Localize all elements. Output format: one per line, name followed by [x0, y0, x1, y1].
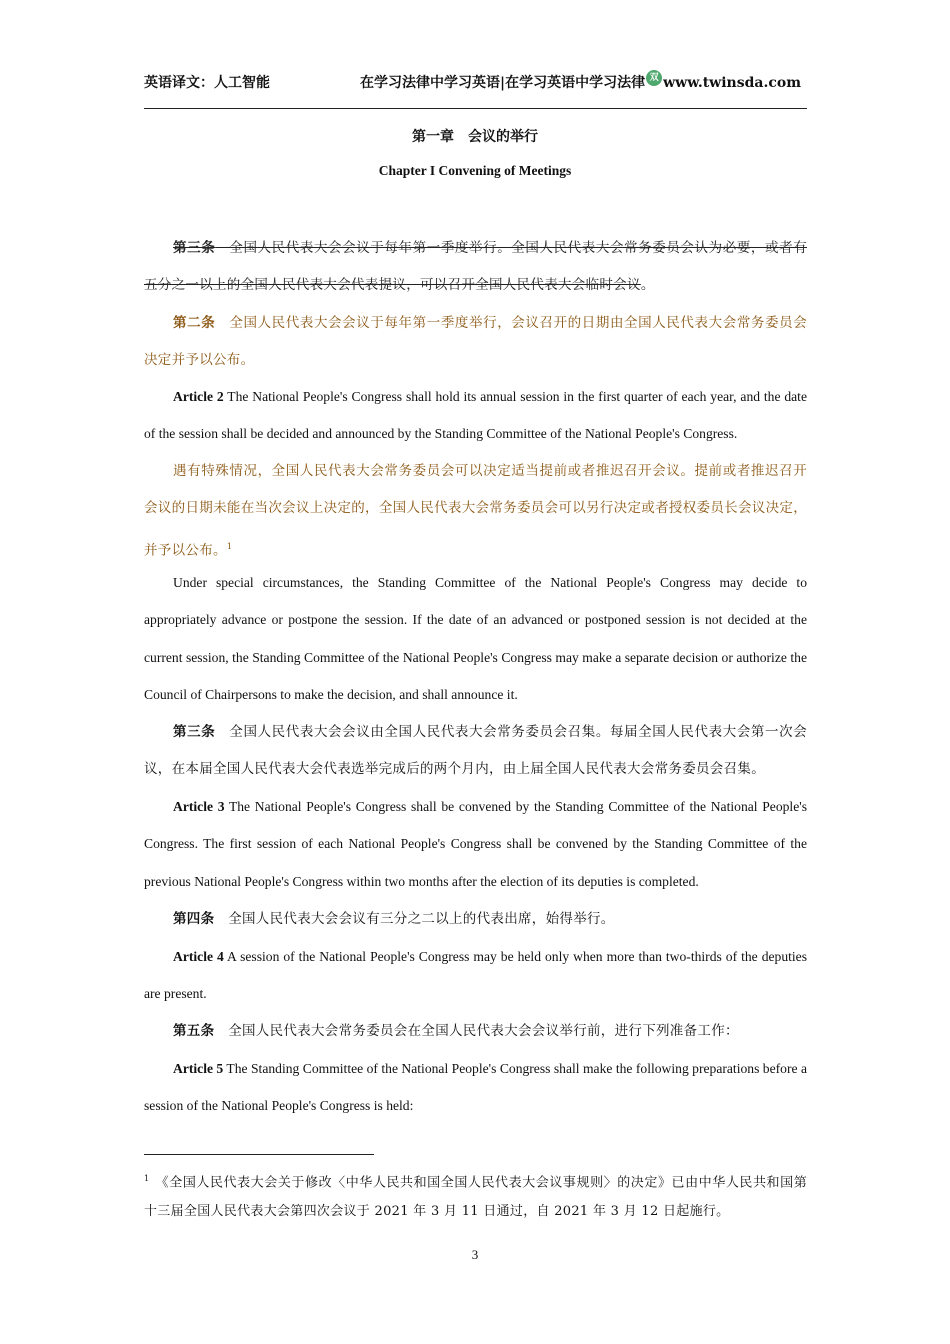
article-4-en-text: A session of the National People's Congress may be held only when more than two-thirds of the deputies are present.: [144, 949, 807, 1002]
chapter-title-en: Chapter I Convening of Meetings: [378, 163, 572, 178]
repealed-article-end: 。: [640, 277, 655, 294]
article-3-zh-text: 全国人民代表大会会议由全国人民代表大会常务委员会召集。每届全国人民代表大会第一次会议，在本届全国人民代表大会代表选举完成后的两个月内，由上届全国人民代表大会常务委员会召集。: [144, 724, 807, 778]
header-divider: [144, 108, 807, 109]
article-3-en-label: Article 3: [173, 799, 225, 814]
repealed-article-text: 全国人民代表大会会议于每年第一季度举行。全国人民代表大会常务委员会认为必要，或者有五分之一以上的全国人民代表大会代表提议，可以召开全国人民代表大会临时会议: [144, 240, 807, 294]
article-4-en-paragraph: [144, 938, 807, 1013]
repealed-article-paragraph: [144, 230, 807, 305]
repealed-article-label: 第三条: [173, 240, 216, 256]
article-5-en-paragraph: [144, 1050, 807, 1125]
footnote-divider: [144, 1154, 374, 1155]
footnote-text: 《全国人民代表大会关于修改〈中华人民共和国全国人民代表大会议事规则〉的决定》已由中华人民共和国第十三届全国人民代表大会第四次会议于 2021 年 3 月 11 日通过，自 2021 年 3 月 12 日起施行。: [144, 1175, 807, 1220]
article-4-zh-label: 第四条: [173, 911, 215, 927]
article-3-zh-label: 第三条: [173, 724, 216, 740]
article-2-zh-text: 全国人民代表大会会议于每年第一季度举行，会议召开的日期由全国人民代表大会常务委员会决定并予以公布。: [144, 315, 807, 369]
header-right: [360, 72, 801, 92]
article-2-zh-p2-text: 遇有特殊情况，全国人民代表大会常务委员会可以决定适当提前或者推迟召开会议。提前或者推迟召开会议的日期未能在当次会议上决定的，全国人民代表大会常务委员会可以另行决定或者授权委员长会议决定，并予以公布。: [144, 463, 807, 559]
article-2-zh-paragraph: [144, 305, 807, 380]
header-slogan: 在学习法律中学习英语|在学习英语中学习法律: [360, 75, 646, 91]
article-3-en-paragraph: [144, 788, 807, 900]
article-2-en-paragraph-2: Under special circumstances, the Standing Committee of the National People's Congress may decide to appropriately advance or postpone the session. If the date of an advanced or postponed session is not decided at the current session, the Standing Committee of the National People's Congress may make a separate decision or authorize the Council of Chairpersons to make the decision, and shall announce it.: [144, 575, 807, 702]
article-5-en-text: The Standing Committee of the National People's Congress shall make the following preparations before a session of the National People's Congress is held:: [144, 1061, 807, 1114]
article-2-zh-label: 第二条: [173, 315, 216, 331]
article-4-zh-paragraph: [144, 901, 807, 938]
article-4-en-label: Article 4: [173, 949, 224, 964]
header-left-text: 英语译文：人工智能: [144, 75, 270, 91]
article-2-en-label: Article 2: [173, 389, 224, 404]
article-5-zh-text: 全国人民代表大会常务委员会在全国人民代表大会会议举行前，进行下列准备工作：: [214, 1023, 739, 1039]
article-2-en-text: The National People's Congress shall hold its annual session in the first quarter of each year, and the date of the session shall be decided and announced by the Standing Committee of the National People's Congress.: [144, 389, 807, 442]
article-2-en-paragraph: [144, 378, 807, 453]
article-3-en-text: The National People's Congress shall be convened by the Standing Committee of the National People's Congress. The first session of each National People's Congress shall be convened by the Standing Committee of the previous National People's Congress within two months after the election of its deputies is completed.: [144, 799, 807, 889]
footnote-ref[interactable]: 1: [226, 541, 233, 551]
page-number: 3: [471, 1247, 479, 1262]
article-5-en-label: Article 5: [173, 1061, 224, 1076]
article-4-zh-text: 全国人民代表大会会议有三分之二以上的代表出席，始得举行。: [214, 911, 615, 927]
article-3-zh-paragraph: [144, 714, 807, 789]
article-5-zh-paragraph: [144, 1013, 807, 1050]
twinsda-logo-icon: 双: [646, 70, 662, 86]
article-5-zh-label: 第五条: [173, 1023, 215, 1039]
chapter-title-zh: 第一章 会议的举行: [412, 129, 538, 145]
header-website[interactable]: www.twinsda.com: [663, 75, 802, 91]
article-2-zh-paragraph-2: [144, 453, 807, 569]
footnote: [144, 1164, 807, 1226]
footnote-marker: 1: [144, 1174, 150, 1183]
